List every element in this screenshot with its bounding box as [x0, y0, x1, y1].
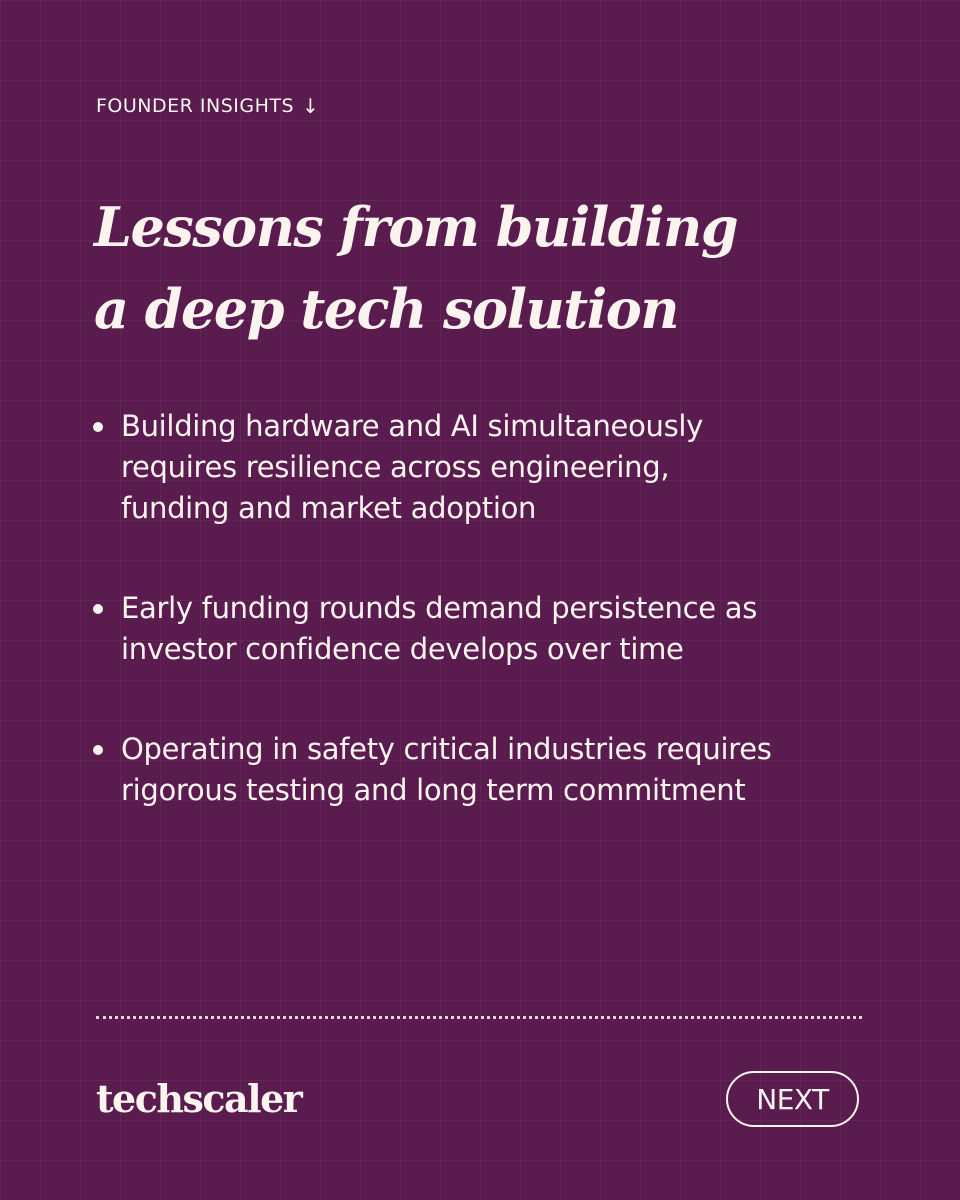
page-title — [94, 186, 794, 350]
bullet-dot-icon — [93, 422, 103, 432]
insights-list — [90, 406, 780, 870]
list-item — [90, 406, 780, 529]
list-item — [90, 588, 780, 670]
dotted-divider — [96, 1016, 862, 1019]
arrow-down-icon: ↓ — [302, 94, 320, 118]
title-line-2: a deep tech solution — [94, 277, 678, 341]
brand-logo: techscaler — [96, 1076, 302, 1121]
list-item — [90, 729, 780, 811]
next-button[interactable]: NEXT — [726, 1071, 859, 1127]
bullet-dot-icon — [93, 604, 103, 614]
list-item-text: Operating in safety critical industries requires rigorous testing and long term commitment — [121, 732, 772, 807]
bullet-dot-icon — [93, 745, 103, 755]
list-item-text: Building hardware and AI simultaneously requires resilience across engineering, funding and market adoption — [121, 409, 704, 525]
eyebrow-label — [96, 94, 319, 118]
title-line-1: Lessons from building — [94, 195, 738, 259]
eyebrow-text: FOUNDER INSIGHTS — [96, 95, 295, 117]
list-item-text: Early funding rounds demand persistence as investor confidence develops over time — [121, 591, 758, 666]
